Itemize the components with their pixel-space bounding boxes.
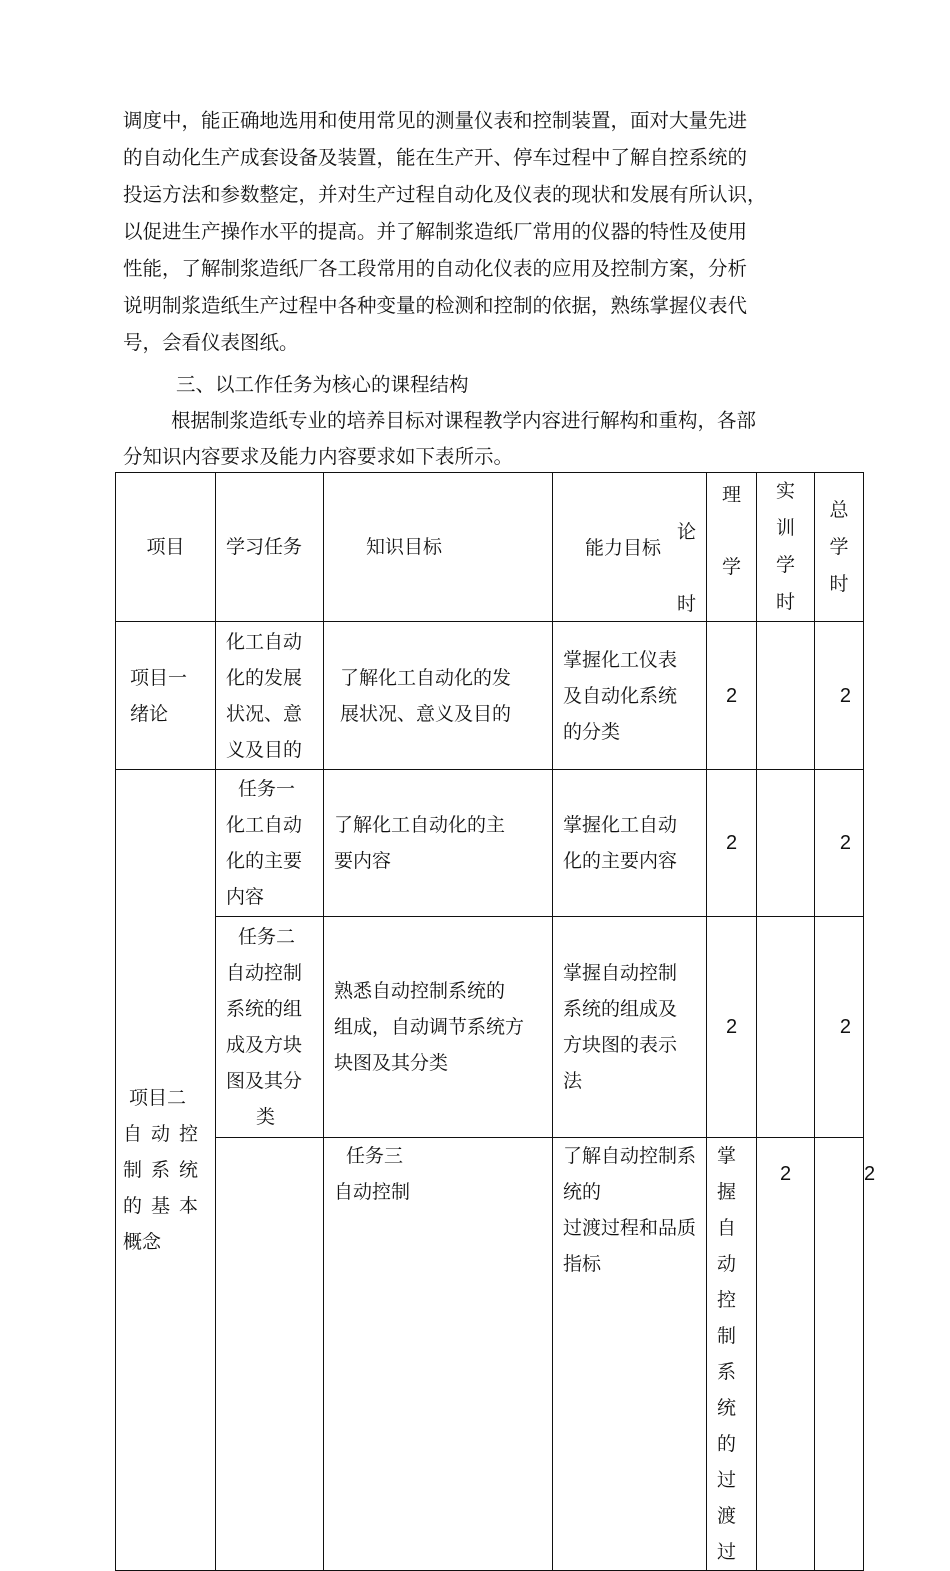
knowledge-cell xyxy=(324,770,553,917)
intro-line: 的自动化生产成套设备及装置，能在生产开、停车过程中了解自控系统的 xyxy=(123,146,748,169)
practice-hours xyxy=(757,917,815,1138)
knowledge-cell xyxy=(553,1138,707,1571)
task-line: 化的主要 xyxy=(226,850,303,872)
table-row: 任务三 自动控制 了解自动控制系统的 过渡过程和品质指标 掌握自动控制 系统的过渡过 2 2 xyxy=(116,1138,864,1571)
knowledge-line: 要内容 xyxy=(334,850,392,872)
task-cell xyxy=(216,770,324,917)
table-row xyxy=(116,770,864,917)
knowledge-line: 展状况、意义及目的 xyxy=(340,702,512,725)
header-theory-char: 理 xyxy=(721,484,741,506)
ability-cell xyxy=(553,917,707,1138)
task-line: 内容 xyxy=(226,886,265,908)
task-line: 义及目的 xyxy=(226,738,303,761)
total-hours: 2 xyxy=(815,917,864,1138)
header-practice-char: 时 xyxy=(775,591,795,613)
header-ability-cell xyxy=(553,473,707,622)
header-project: 项目 xyxy=(116,473,216,622)
table-row xyxy=(116,917,864,1138)
header-knowledge: 知识目标 xyxy=(324,473,553,622)
project-line xyxy=(123,1116,209,1152)
ability-cell xyxy=(707,1138,757,1571)
total-hours: 2 xyxy=(815,770,864,917)
practice-hours xyxy=(815,1138,864,1571)
knowledge-line: 熟悉自动控制系统的 xyxy=(334,980,506,1002)
knowledge-line: 了解化工自动化的主 xyxy=(334,814,506,836)
header-ability: 能力目标 xyxy=(585,537,662,559)
project-cell xyxy=(216,1138,324,1571)
task-cell xyxy=(324,1138,553,1571)
ability-line: 及自动化系统 xyxy=(563,684,678,707)
project-text: 制系统 xyxy=(123,1159,208,1181)
knowledge-cell xyxy=(324,622,553,770)
table-header-row xyxy=(116,473,864,622)
project-line: 项目一 xyxy=(130,666,188,689)
theory-hours: 2 xyxy=(707,622,757,770)
project-cell xyxy=(116,622,216,770)
ability-line: 方块图的表示 xyxy=(563,1034,678,1056)
header-practice xyxy=(757,473,815,622)
ability-cell xyxy=(553,770,707,917)
ability-line: 掌握化工自动 xyxy=(563,814,678,836)
header-practice-char: 训 xyxy=(775,517,795,539)
knowledge-line: 块图及其分类 xyxy=(334,1052,449,1074)
intro-line: 性能，了解制浆造纸厂各工段常用的自动化仪表的应用及控制方案，分析 xyxy=(123,257,748,280)
intro-line: 以促进生产操作水平的提高。并了解制浆造纸厂常用的仪器的特性及使用 xyxy=(123,220,748,243)
theory-hours: 2 xyxy=(757,1138,815,1571)
task-line: 化的发展 xyxy=(226,666,303,689)
header-theory-char: 学 xyxy=(721,556,741,578)
intro-line: 号，会看仪表图纸。 xyxy=(123,331,299,354)
knowledge-cell xyxy=(324,917,553,1138)
ability-cell xyxy=(553,622,707,770)
project-cell xyxy=(116,770,216,1571)
section-line: 分知识内容要求及能力内容要求如下表所示。 xyxy=(123,445,514,468)
task-line: 化工自动 xyxy=(226,814,303,836)
header-task: 学习任务 xyxy=(216,473,324,622)
header-ability-shi: 时 xyxy=(676,593,696,615)
header-total-char: 总 xyxy=(829,498,849,521)
task-line: 自动控制 xyxy=(226,962,303,984)
intro-line: 说明制浆造纸生产过程中各种变量的检测和控制的依据，熟练掌握仪表代 xyxy=(123,294,748,317)
ability-line: 掌握自动控制 xyxy=(563,962,678,984)
project-line xyxy=(123,1152,209,1188)
header-total-char: 时 xyxy=(829,572,849,595)
ability-line: 掌握自动控制 xyxy=(717,1145,737,1347)
total-hours: 2 xyxy=(815,622,864,770)
project-line: 概念 xyxy=(123,1231,162,1253)
knowledge-line: 了解自动控制系统的 xyxy=(563,1145,697,1203)
intro-line: 调度中，能正确地选用和使用常见的测量仪表和控制装置，面对大量先进 xyxy=(123,109,748,132)
header-ability-lun: 论 xyxy=(676,521,696,543)
task-line: 系统的组 xyxy=(226,998,303,1020)
task-line: 状况、意 xyxy=(226,702,303,725)
intro-line: 投运方法和参数整定，并对生产过程自动化及仪表的现状和发展有所认识， xyxy=(123,183,767,206)
header-theory xyxy=(707,473,757,622)
project-line: 项目二 xyxy=(129,1087,187,1109)
ability-line: 化的主要内容 xyxy=(563,850,678,872)
table-row xyxy=(116,622,864,770)
section-heading: 三、以工作任务为核心的课程结构 xyxy=(176,373,469,396)
task-line: 任务二 xyxy=(238,926,296,948)
ability-line: 的分类 xyxy=(563,720,621,743)
project-line: 绪论 xyxy=(130,702,169,725)
header-total xyxy=(815,473,864,622)
task-line: 成及方块 xyxy=(226,1034,303,1056)
ability-line: 法 xyxy=(563,1070,583,1092)
task-cell xyxy=(216,917,324,1138)
task-line: 图及其分 xyxy=(226,1070,303,1092)
practice-hours xyxy=(757,622,815,770)
ability-line: 系统的组成及 xyxy=(563,998,678,1020)
task-line: 类 xyxy=(256,1106,276,1128)
knowledge-line: 了解化工自动化的发 xyxy=(340,666,512,689)
task-line: 任务一 xyxy=(238,778,296,800)
header-practice-char: 学 xyxy=(775,554,795,576)
theory-hours: 2 xyxy=(707,770,757,917)
task-line: 自动控制 xyxy=(334,1181,411,1203)
task-cell xyxy=(216,622,324,770)
project-text: 自动控 xyxy=(123,1123,208,1145)
project-line xyxy=(123,1188,209,1224)
practice-hours xyxy=(757,770,815,917)
ability-line: 掌握化工仪表 xyxy=(563,648,678,671)
section-line: 根据制浆造纸专业的培养目标对课程教学内容进行解构和重构，各部 xyxy=(171,409,757,432)
header-practice-char: 实 xyxy=(775,480,795,502)
theory-hours: 2 xyxy=(707,917,757,1138)
project-text: 的基本 xyxy=(123,1195,208,1217)
task-line: 任务三 xyxy=(346,1145,404,1167)
ability-line: 系统的过渡过 xyxy=(717,1361,737,1563)
course-structure-table xyxy=(115,472,876,1571)
header-total-char: 学 xyxy=(829,535,849,558)
knowledge-line: 过渡过程和品质指标 xyxy=(563,1217,697,1275)
knowledge-line: 组成，自动调节系统方 xyxy=(334,1016,525,1038)
task-line: 化工自动 xyxy=(226,630,303,653)
